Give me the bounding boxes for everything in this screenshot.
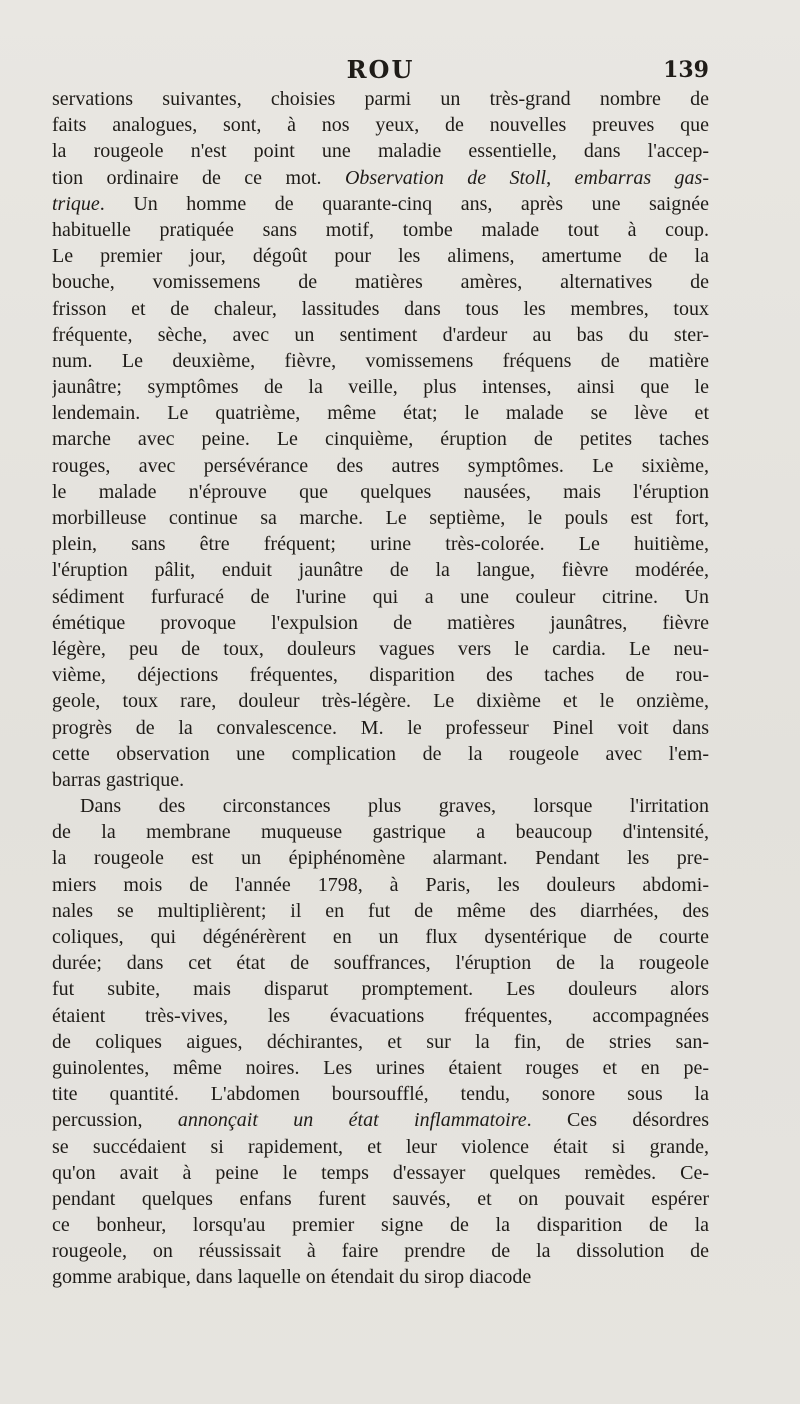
text-run: l'éruption pâlit, enduit jaunâtre de la langue, fièvre modérée, — [52, 559, 709, 582]
text-run: durée; dans cet état de souffrances, l'éruption de la rougeole — [52, 952, 709, 975]
text-line — [52, 636, 709, 662]
text-run: frisson et de chaleur, lassitudes dans tous les membres, toux — [52, 297, 709, 320]
text-run: fréquente, sèche, avec un sentiment d'ardeur au bas du ster- — [52, 323, 709, 346]
text-run: miers mois de l'année 1798, à Paris, les douleurs abdomi- — [52, 873, 709, 896]
text-run: de la membrane muqueuse gastrique a beaucoup d'intensité, — [52, 821, 709, 844]
text-line — [52, 505, 709, 531]
text-run: servations suivantes, choisies parmi un très-grand nombre de — [52, 88, 709, 110]
text-run: Dans des circonstances plus graves, lorsque l'irritation — [80, 795, 709, 818]
text-line — [52, 767, 709, 793]
text-run: morbilleuse continue sa marche. Le septième, le pouls est fort, — [52, 507, 709, 529]
text-line — [52, 191, 709, 217]
text-line — [52, 819, 709, 845]
text-run: vième, déjections fréquentes, disparition des taches de rou- — [52, 664, 709, 687]
text-line — [52, 531, 709, 557]
text-line — [52, 584, 709, 610]
text-line — [52, 453, 709, 479]
paragraph — [52, 86, 709, 793]
text-run: pendant quelques enfans furent sauvés, et on pouvait espérer — [52, 1187, 709, 1210]
text-run: geole, toux rare, douleur très-légère. Le dixième et le onzième, — [52, 690, 709, 713]
body-text — [52, 86, 709, 1291]
text-line — [52, 165, 709, 191]
text-line — [52, 924, 709, 950]
text-run: tite quantité. L'abdomen boursoufflé, tendu, sonore sous la — [52, 1083, 709, 1106]
text-line — [52, 322, 709, 348]
page-number: 139 — [663, 57, 709, 83]
text-run: rouges, avec persévérance des autres symptômes. Le sixième, — [52, 454, 709, 477]
text-line — [52, 112, 709, 138]
text-line — [52, 976, 709, 1002]
text-line — [52, 715, 709, 741]
text-run: barras gastrique. — [52, 768, 185, 791]
text-line — [52, 86, 709, 112]
text-line — [52, 348, 709, 374]
text-run: se succédaient si rapidement, et leur violence était si grande, — [52, 1135, 709, 1158]
text-line — [52, 872, 709, 898]
text-line — [52, 1134, 709, 1160]
text-run: marche avec peine. Le cinquième, éruption de petites taches — [52, 428, 709, 451]
text-line — [52, 296, 709, 322]
text-run: jaunâtre; symptômes de la veille, plus intenses, ainsi que le — [52, 376, 709, 399]
text-run: le malade n'éprouve que quelques nausées, mais l'éruption — [52, 480, 709, 503]
text-run: la rougeole n'est point une maladie essentielle, dans l'accep- — [52, 140, 709, 163]
text-line — [52, 374, 709, 400]
text-run: cette observation une complication de la rougeole avec l'em- — [52, 742, 709, 765]
text-line — [52, 217, 709, 243]
text-run: . Un homme de quarante-cinq ans, après une saignée — [99, 192, 709, 215]
text-line — [52, 845, 709, 871]
text-run: tion ordinaire de ce mot. — [52, 166, 345, 189]
text-line — [52, 1212, 709, 1238]
text-run: fut subite, mais disparut promptement. Les douleurs alors — [52, 978, 709, 1001]
text-run: de coliques aigues, déchirantes, et sur la fin, de stries san- — [52, 1030, 709, 1053]
text-run: la rougeole est un épiphénomène alarmant. Pendant les pre- — [52, 847, 709, 870]
text-run: coliques, qui dégénérèrent en un flux dysentérique de courte — [52, 926, 709, 948]
text-line — [52, 138, 709, 164]
italic-text: trique — [52, 192, 100, 215]
text-run: émétique provoque l'expulsion de matières jaunâtres, fièvre — [52, 611, 709, 634]
text-run: sédiment furfuracé de l'urine qui a une couleur citrine. Un — [52, 585, 709, 608]
text-line — [52, 243, 709, 269]
text-line — [52, 898, 709, 924]
text-run: nales se multiplièrent; il en fut de même des diarrhées, des — [52, 899, 709, 922]
text-run: guinolentes, même noires. Les urines étaient rouges et en pe- — [52, 1056, 709, 1079]
text-line — [52, 269, 709, 295]
text-line — [52, 1186, 709, 1212]
text-line — [52, 1055, 709, 1081]
text-run: Le premier jour, dégoût pour les alimens, amertume de la — [52, 245, 709, 268]
text-line — [52, 1264, 709, 1290]
text-line — [52, 688, 709, 714]
text-line — [52, 610, 709, 636]
text-run: ce bonheur, lorsqu'au premier signe de la disparition de la — [52, 1214, 709, 1237]
text-line — [52, 1029, 709, 1055]
italic-text: Observation de Stoll — [344, 166, 547, 189]
text-line — [52, 662, 709, 688]
text-run: , — [546, 166, 575, 189]
text-line — [52, 557, 709, 583]
text-run: progrès de la convalescence. M. le professeur Pinel voit dans — [52, 716, 709, 739]
text-line — [52, 426, 709, 452]
text-run: num. Le deuxième, fièvre, vomissemens fréquens de matière — [52, 349, 709, 372]
text-line — [52, 400, 709, 426]
text-run: plein, sans être fréquent; urine très-colorée. Le huitième, — [52, 533, 709, 556]
text-run: qu'on avait à peine le temps d'essayer quelques remèdes. Ce- — [52, 1161, 709, 1184]
text-line — [52, 1003, 709, 1029]
text-line — [52, 1238, 709, 1264]
text-run: habituelle pratiquée sans motif, tombe malade tout à coup. — [52, 218, 709, 241]
running-title: ROU — [346, 55, 415, 84]
text-line — [52, 793, 709, 819]
text-line — [52, 950, 709, 976]
paragraph — [52, 793, 709, 1291]
text-run: percussion, — [52, 1109, 178, 1132]
text-run: . Ces désordres — [526, 1109, 709, 1132]
text-run: lendemain. Le quatrième, même état; le malade se lève et — [52, 402, 709, 425]
text-run: rougeole, on réussissait à faire prendre de la dissolution de — [52, 1240, 709, 1263]
running-head — [52, 55, 709, 89]
text-line — [52, 1160, 709, 1186]
text-line — [52, 479, 709, 505]
italic-text: embarras gas- — [574, 166, 709, 189]
text-line — [52, 1107, 709, 1133]
text-run: bouche, vomissemens de matières amères, alternatives de — [52, 271, 709, 294]
text-line — [52, 1081, 709, 1107]
text-run: faits analogues, sont, à nos yeux, de nouvelles preuves que — [52, 114, 709, 137]
text-run: gomme arabique, dans laquelle on étendait du sirop diacode — [52, 1266, 532, 1289]
text-line — [52, 741, 709, 767]
text-run: étaient très-vives, les évacuations fréquentes, accompagnées — [52, 1004, 709, 1027]
text-run: légère, peu de toux, douleurs vagues vers le cardia. Le neu- — [52, 637, 709, 660]
italic-text: annonçait un état inflammatoire — [177, 1109, 527, 1132]
